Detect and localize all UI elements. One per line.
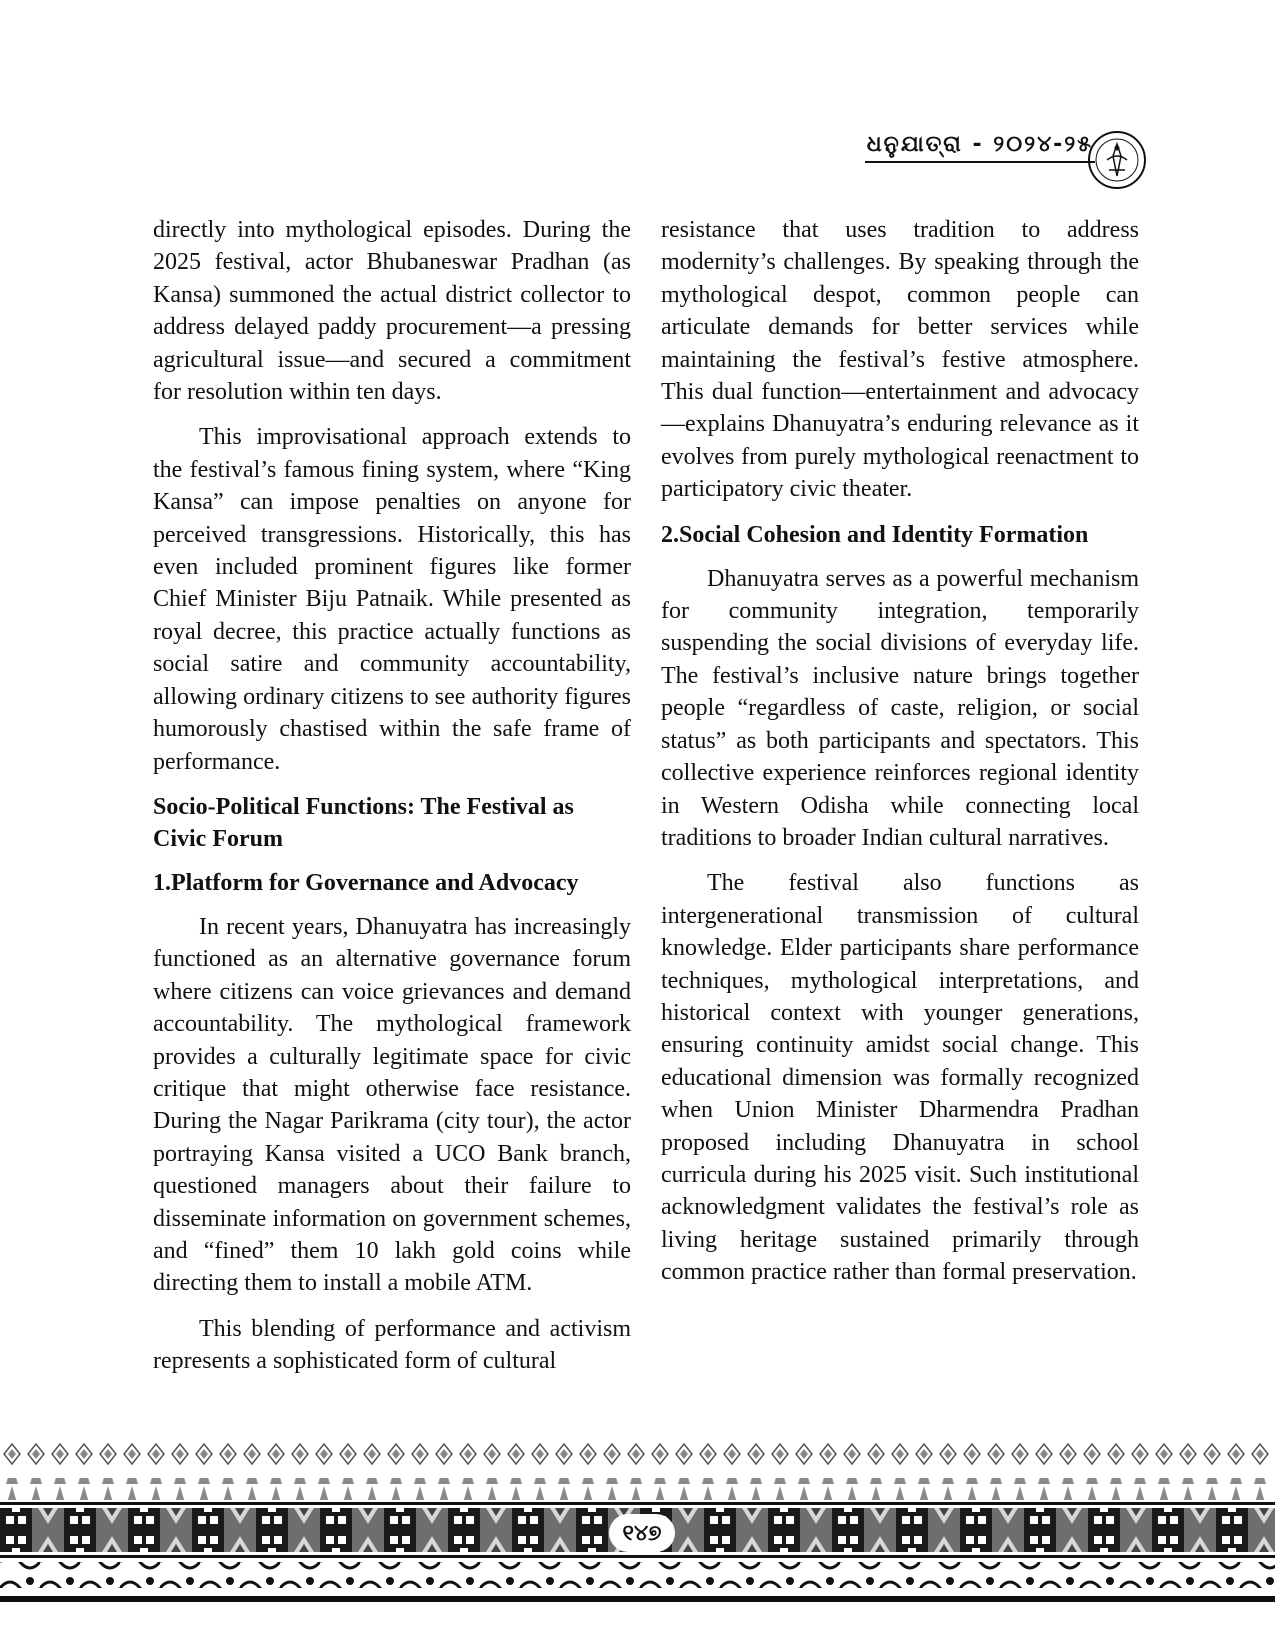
page-number: ୧୪୭	[609, 1514, 675, 1552]
left-column	[153, 214, 631, 1391]
paragraph: Dhanuyatra serves as a powerful mechanism for community integration, temporarily suspending the social divisions of everyday life. The festival’s inclusive nature brings together people “regardless of caste, religion, or social status” as both participants and spectators. This collective experience reinforces regional identity in Western Odisha while connecting local traditions to broader Indian cultural narratives.	[661, 565, 1139, 851]
running-header	[865, 132, 1095, 163]
paragraph: resistance that uses tradition to address modernity’s challenges. By speaking through the mythological despot, common people can articulate demands for better services while maintaining the festival’s festive atmosphere. This dual function—entertainment and advocacy—explains Dhanuyatra’s enduring relevance as it evolves from purely mythological reenactment to participatory civic theater.	[661, 217, 1139, 503]
paragraph: In recent years, Dhanuyatra has increasingly functioned as an alternative governance forum where citizens can voice grievances and demand accountability. The mythological framework provides a culturally legitimate space for civic critique that might otherwise face resistance. During the Nagar Parikrama (city tour), the actor portraying Kansa visited a UCO Bank branch, questioned managers about their failure to disseminate information on government schemes, and “fined” them 10 lakh gold coins while directing them to install a mobile ATM.	[153, 913, 631, 1297]
right-column	[661, 214, 1139, 1302]
subsection-heading: 1.Platform for Governance and Advocacy	[153, 869, 579, 896]
paragraph: This blending of performance and activism represents a sophisticated form of cultural	[153, 1315, 631, 1375]
subsection-heading: 2.Social Cohesion and Identity Formation	[661, 521, 1089, 548]
paragraph: This improvisational approach extends to the festival’s famous fining system, where “King Kansa” can impose penalties on anyone for perceived transgressions. Historically, this has even included prominent figures like former Chief Minister Biju Patnaik. While presented as royal decree, this practice actually functions as social satire and community accountability, allowing ordinary citizens to see authority figures humorously chastised within the safe frame of performance.	[153, 424, 631, 775]
seal-emblem-icon	[1087, 130, 1147, 190]
paragraph: The festival also functions as intergenerational transmission of cultural knowledge. Elder participants share performance techniques, mythological interpretations, and historical context with younger generations, ensuring continuity amidst social change. This educational dimension was formally recognized when Union Minister Dharmendra Pradhan proposed including Dhanuyatra in school curricula during his 2025 visit. Such institutional acknowledgment validates the festival’s role as living heritage sustained primarily through common practice rather than formal preservation.	[661, 870, 1139, 1286]
header-title: ଧନୁଯାତ୍ରା - ୨୦୨୪-୨୫	[865, 132, 1095, 163]
paragraph: directly into mythological episodes. During the 2025 festival, actor Bhubaneswar Pradhan (as Kansa) summoned the actual district collector to address delayed paddy procurement—a pressing agricultural issue—and secured a commitment for resolution within ten days.	[153, 217, 631, 406]
section-heading: Socio-Political Functions: The Festival as Civic Forum	[153, 793, 574, 852]
